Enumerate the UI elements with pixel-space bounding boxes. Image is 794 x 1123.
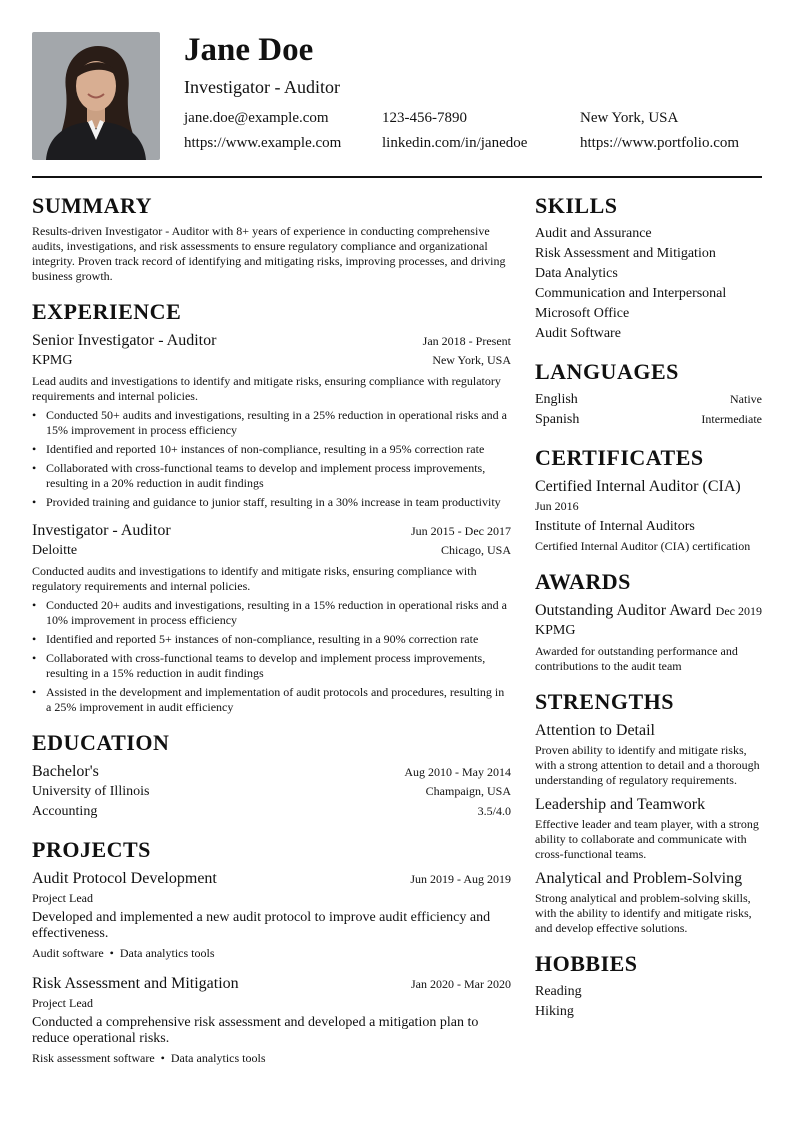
skill-item: Communication and Interpersonal (535, 286, 727, 301)
project-name: Audit Protocol Development (32, 870, 217, 887)
candidate-name: Jane Doe (184, 32, 314, 68)
job-company: Deloitte (32, 543, 78, 558)
job-location: Chicago, USA (441, 543, 511, 557)
summary-section (32, 192, 511, 284)
candidate-title: Investigator - Auditor (184, 77, 340, 97)
job-description: Lead audits and investigations to identify and mitigate risks, ensuring compliance with regulatory requirements and internal policies. (32, 374, 501, 403)
skills-heading: SKILLS (535, 193, 618, 218)
contact-phone[interactable]: 123-456-7890 (382, 110, 467, 126)
skill-item: Risk Assessment and Mitigation (535, 246, 716, 261)
project-tool: Risk assessment software (32, 1051, 155, 1065)
job-bullets (32, 408, 511, 510)
certificate-description: Certified Internal Auditor (CIA) certification (535, 539, 751, 553)
skill-item: Microsoft Office (535, 306, 630, 321)
skill-item: Audit and Assurance (535, 226, 652, 241)
portrait-image (32, 32, 160, 160)
language-name: English (535, 392, 578, 407)
job-entry (32, 520, 511, 715)
certificates-heading: CERTIFICATES (535, 445, 704, 470)
award-date: Dec 2019 (715, 604, 762, 618)
strength-description: Effective leader and team player, with a strong ability to collaborate and communicate with cross-functional teams. (535, 817, 759, 861)
project-entry (32, 868, 511, 961)
certificate-date: Jun 2016 (535, 499, 579, 513)
education-heading: EDUCATION (32, 730, 170, 755)
job-location: New York, USA (432, 353, 511, 367)
header-divider (32, 176, 762, 178)
strength-description: Proven ability to identify and mitigate risks, with a strong attention to detail and a thorough understanding of regulatory requirements. (535, 743, 760, 787)
hobby-item: Reading (535, 984, 582, 999)
award-name: Outstanding Auditor Award (535, 602, 712, 619)
education-school: University of Illinois (32, 784, 150, 799)
summary-heading: SUMMARY (32, 193, 153, 218)
education-field: Accounting (32, 804, 98, 819)
project-tool: Data analytics tools (170, 1051, 266, 1065)
project-name: Risk Assessment and Mitigation (32, 975, 239, 992)
skills-section (535, 192, 762, 344)
language-name: Spanish (535, 412, 580, 427)
job-description: Conducted audits and investigations to identify and mitigate risks, ensuring compliance with regulatory requirements and internal policies. (32, 564, 477, 593)
job-title: Investigator - Auditor (32, 522, 171, 539)
project-role: Project Lead (32, 891, 93, 905)
award-issuer: KPMG (535, 623, 576, 638)
job-bullet: • Assisted in the development and implementation of audit protocols and procedures, resulting in a 25% improvement in audit efficiency (32, 685, 511, 715)
project-dates: Jan 2020 - Mar 2020 (411, 977, 511, 991)
job-company: KPMG (32, 353, 73, 368)
certificate-issuer: Institute of Internal Auditors (535, 519, 695, 534)
hobby-item: Hiking (535, 1004, 574, 1019)
education-degree: Bachelor's (32, 763, 99, 780)
project-tool: Audit software (32, 946, 104, 960)
project-description: Conducted a comprehensive risk assessment and developed a mitigation plan to reduce operational risks. (32, 1015, 479, 1046)
skill-item: Audit Software (535, 326, 621, 341)
job-bullet: • Identified and reported 10+ instances of non-compliance, resulting in a 95% correction rate (32, 442, 511, 457)
contact-email[interactable]: jane.doe@example.com (184, 110, 329, 126)
left-column (32, 192, 511, 1080)
project-description: Developed and implemented a new audit protocol to improve audit efficiency and effectiveness. (32, 910, 491, 941)
education-dates: Aug 2010 - May 2014 (404, 765, 511, 779)
contact-linkedin[interactable]: linkedin.com/in/janedoe (382, 135, 528, 151)
awards-heading: AWARDS (535, 569, 631, 594)
project-tools (32, 946, 511, 961)
strength-title: Leadership and Teamwork (535, 796, 706, 813)
summary-text: Results-driven Investigator - Auditor with 8+ years of experience in conducting comprehensive audits, investigations, and risk assessments to ensure regulatory compliance and organizational integrity. Proven track record of identifying and mitigating risks, improving processes, and driving business growth. (32, 224, 506, 283)
project-entry (32, 973, 511, 1066)
project-dates: Jun 2019 - Aug 2019 (410, 872, 511, 886)
strength-title: Attention to Detail (535, 722, 655, 739)
hobbies-heading: HOBBIES (535, 951, 638, 976)
contact-website[interactable]: https://www.example.com (184, 135, 342, 151)
contact-location: New York, USA (580, 110, 679, 126)
tool-separator: • (109, 946, 114, 960)
job-dates: Jan 2018 - Present (422, 334, 511, 348)
education-location: Champaign, USA (425, 784, 511, 798)
project-role: Project Lead (32, 996, 93, 1010)
strengths-section (535, 688, 762, 936)
projects-section (32, 836, 511, 1066)
contact-portfolio[interactable]: https://www.portfolio.com (580, 135, 740, 151)
projects-heading: PROJECTS (32, 837, 151, 862)
certificates-section (535, 444, 762, 554)
right-column (535, 192, 762, 1036)
job-title: Senior Investigator - Auditor (32, 332, 217, 349)
strengths-heading: STRENGTHS (535, 689, 674, 714)
languages-section (535, 358, 762, 430)
certificate-name: Certified Internal Auditor (CIA) (535, 478, 741, 495)
job-bullet: • Collaborated with cross-functional teams to develop and implement process improvements, resulting in a 15% reduction in audit findings (32, 651, 511, 681)
experience-heading: EXPERIENCE (32, 299, 182, 324)
profile-photo (32, 32, 160, 160)
award-description: Awarded for outstanding performance and contributions to the audit team (535, 644, 738, 673)
job-dates: Jun 2015 - Dec 2017 (411, 524, 511, 538)
hobbies-section (535, 950, 762, 1022)
project-tools (32, 1051, 511, 1066)
job-bullet: • Conducted 50+ audits and investigations, resulting in a 25% reduction in operational risks and a 15% improvement in process efficiency (32, 408, 511, 438)
job-bullet: • Provided training and guidance to junior staff, resulting in a 30% increase in team productivity (32, 495, 511, 510)
language-level: Native (730, 392, 762, 406)
languages-heading: LANGUAGES (535, 359, 679, 384)
experience-section (32, 298, 511, 715)
education-section (32, 729, 511, 822)
education-gpa: 3.5/4.0 (477, 804, 511, 818)
job-entry (32, 330, 511, 510)
job-bullets (32, 598, 511, 715)
job-bullet: • Collaborated with cross-functional teams to develop and implement process improvements, resulting in a 20% reduction in audit findings (32, 461, 511, 491)
strength-title: Analytical and Problem-Solving (535, 870, 743, 887)
tool-separator: • (160, 1051, 165, 1065)
job-bullet: • Identified and reported 5+ instances of non-compliance, resulting in a 90% correction rate (32, 632, 511, 647)
awards-section (535, 568, 762, 674)
job-bullet: • Conducted 20+ audits and investigations, resulting in a 15% reduction in operational risks and a 10% improvement in process efficiency (32, 598, 511, 628)
project-tool: Data analytics tools (119, 946, 215, 960)
strength-description: Strong analytical and problem-solving skills, with the ability to identify and mitigate risks, and develop effective solutions. (535, 891, 752, 935)
skill-item: Data Analytics (535, 266, 618, 281)
language-level: Intermediate (701, 412, 762, 426)
